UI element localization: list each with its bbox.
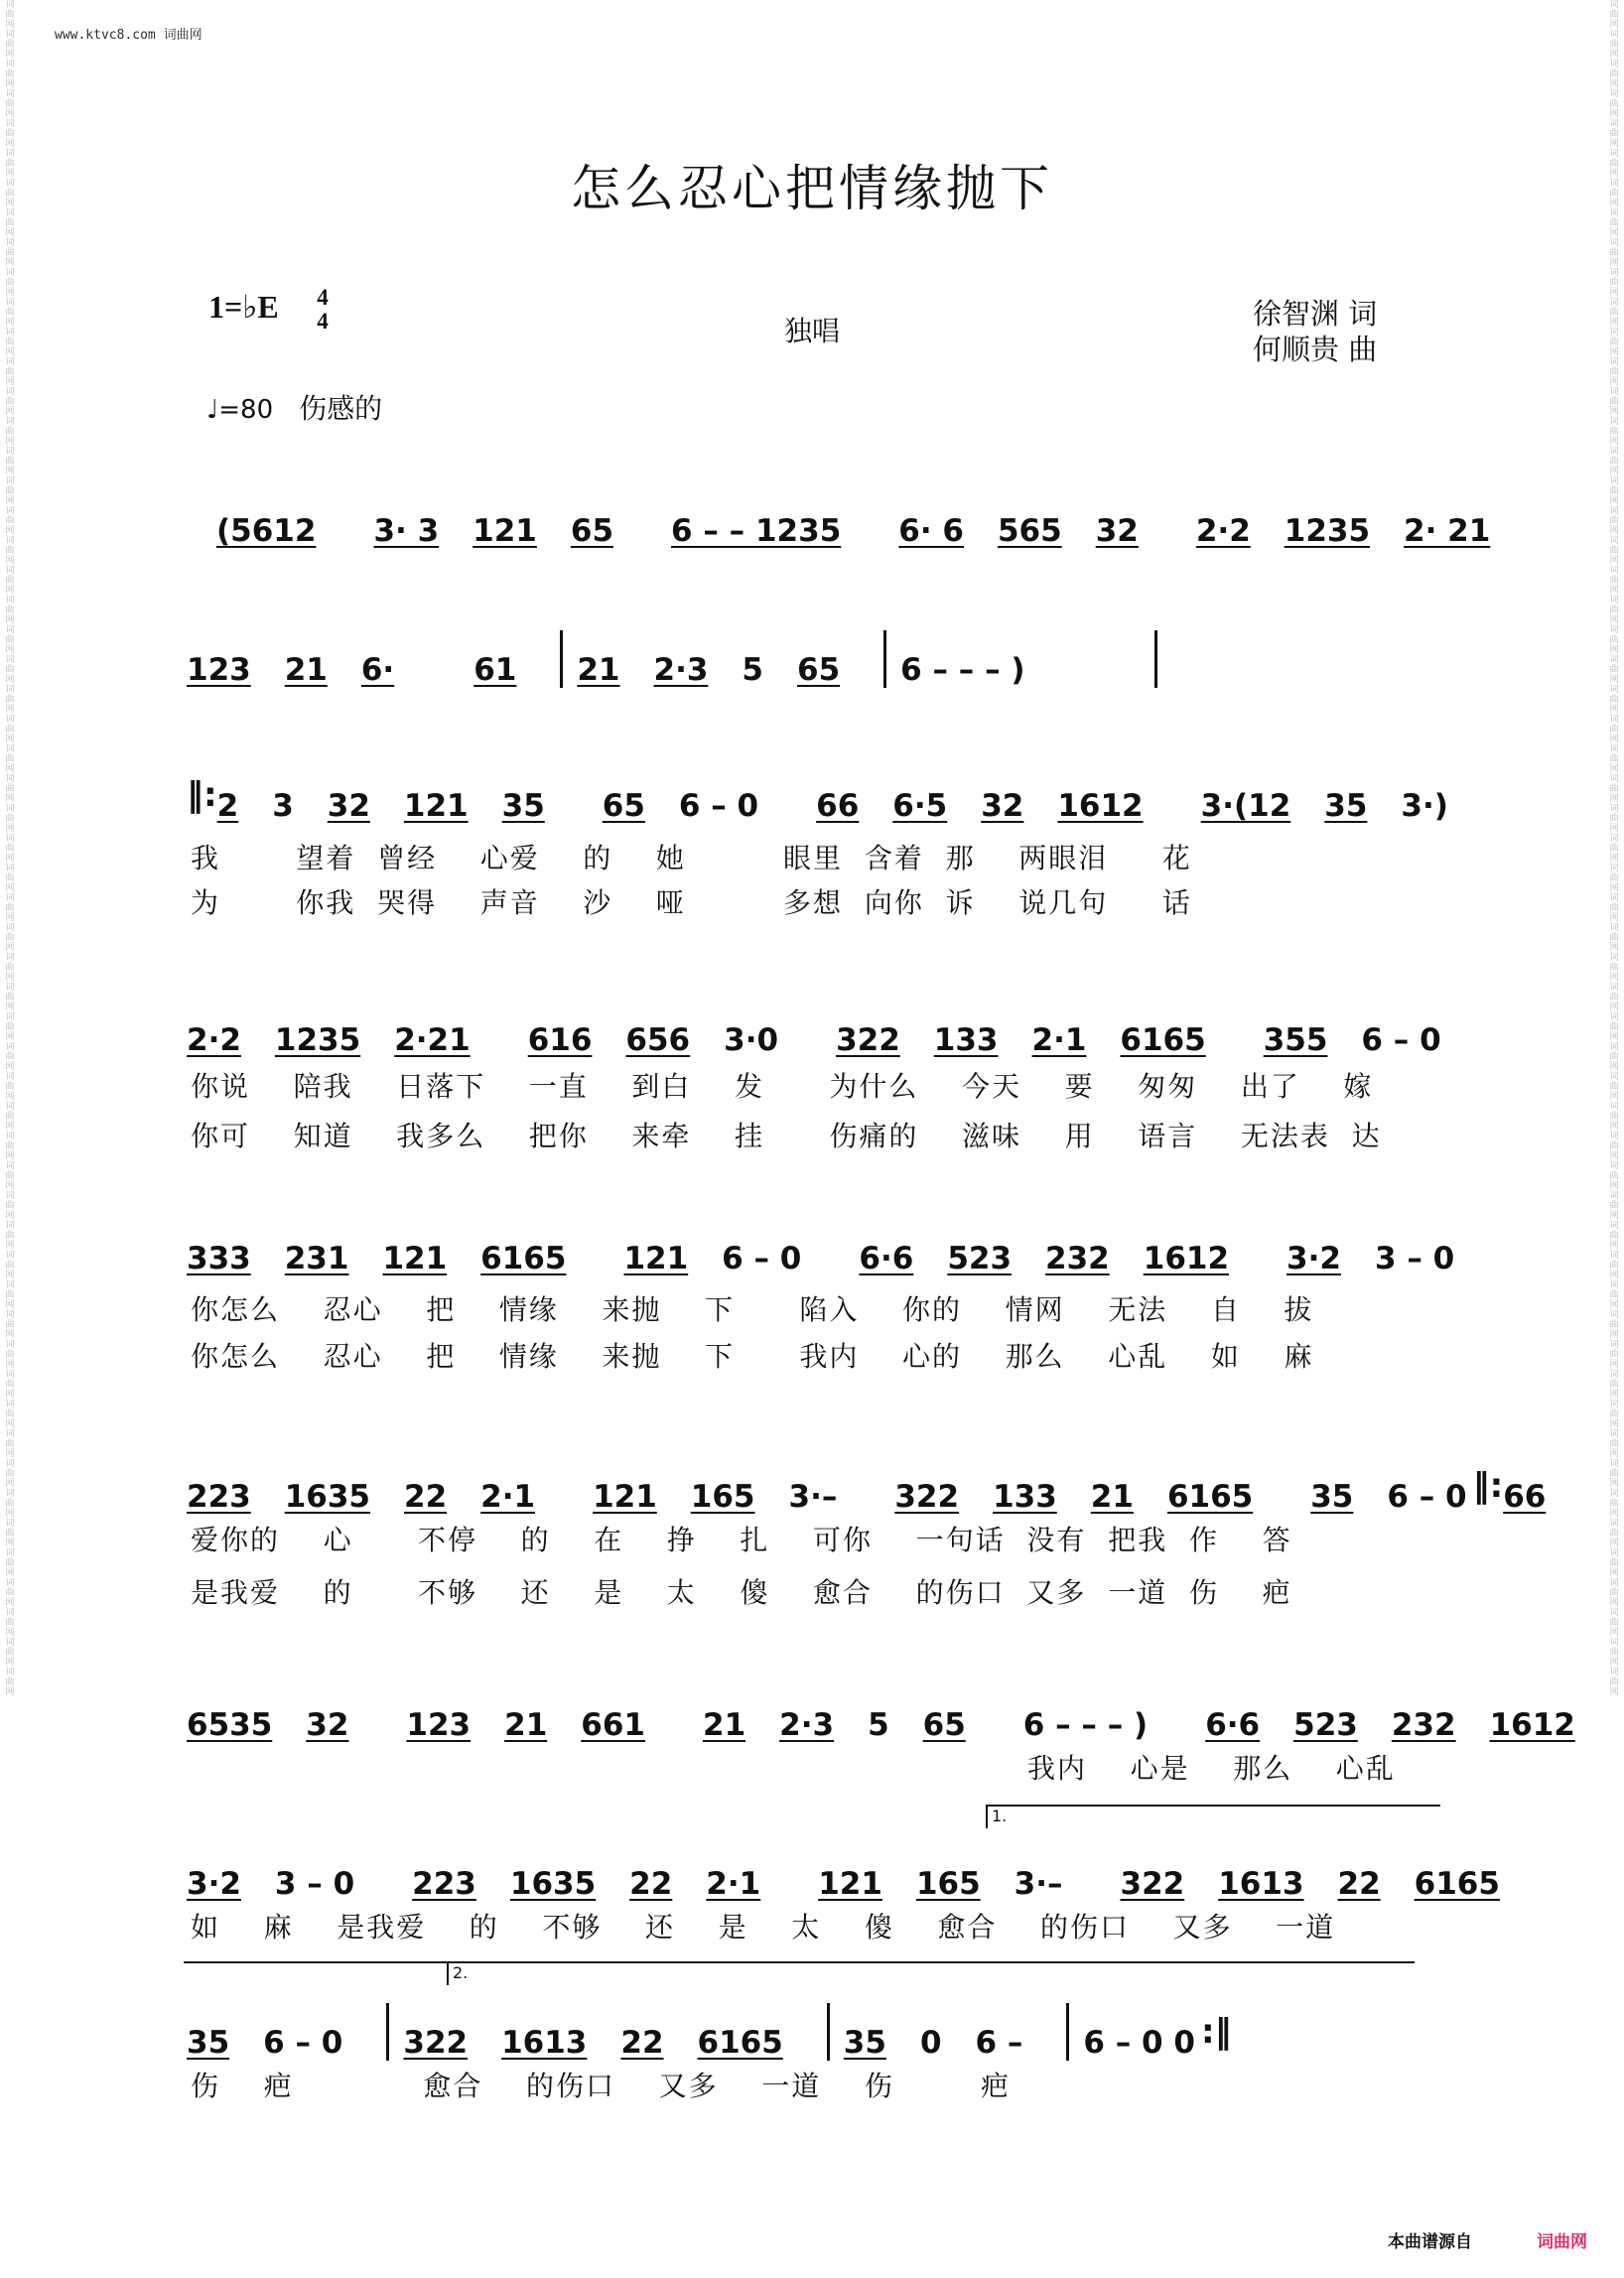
meter-bottom: 4 xyxy=(317,309,329,334)
lyric-line: 我内 心是 那么 心乱 xyxy=(1027,1752,1396,1785)
note-group: 2·1 xyxy=(706,1866,761,1902)
note-group: 5 xyxy=(868,1707,889,1743)
note-group: 1613 xyxy=(1218,1866,1304,1902)
score-line-4 xyxy=(187,1001,1439,1058)
note-group: 32 xyxy=(327,788,370,824)
tempo-mark xyxy=(206,387,382,427)
note-group: 6 – – – ) xyxy=(1022,1707,1149,1743)
note-group: 35 xyxy=(1310,1479,1354,1515)
note-group: 6·5 xyxy=(892,788,948,824)
note-group: 6·6 xyxy=(1205,1707,1261,1743)
note-group: 2·2 xyxy=(1195,513,1251,549)
side-watermark-right: 词曲网词曲网词曲网词曲网词曲网词曲网词曲网词曲网词曲网词曲网词曲网词曲网词曲网词曲网词曲网词曲网词曲网词曲网词曲网词曲网词曲网词曲网词曲网词曲网词曲网词曲网词曲网词曲网词曲网词曲网词曲网词曲网词曲网词曲网词曲网词曲网词曲网词曲网词曲网词曲网词曲网词曲网词曲网词曲网词曲网词曲网词曲网词曲网词曲网词曲网词曲网词曲网词曲网词曲网词曲网词曲网词曲网 xyxy=(1609,0,1619,1697)
note-group: 2·1 xyxy=(480,1479,536,1515)
footer-brand-link[interactable]: 词曲网 xyxy=(1537,2232,1587,2252)
note-group: 0 xyxy=(919,2025,942,2061)
note-group: 6165 xyxy=(1414,1866,1500,1902)
note-group: 21 xyxy=(284,652,328,688)
note-group: 6 – – – ) xyxy=(900,652,1025,688)
note-group: 3· 3 xyxy=(373,513,440,549)
note-group: 121 xyxy=(593,1479,657,1515)
note-group: 355 xyxy=(1263,1022,1328,1058)
volta-1: 1. xyxy=(986,1805,1440,1828)
note-group: 66 xyxy=(816,788,860,824)
note-group: 6 – 0 xyxy=(1387,1479,1467,1515)
note-group: 1612 xyxy=(1489,1707,1575,1743)
repeat-sign: ‖: xyxy=(1472,1466,1504,1506)
note-group: 35 xyxy=(187,2025,230,2061)
note-group: 322 xyxy=(836,1022,900,1058)
note-group: 133 xyxy=(993,1479,1057,1515)
note-group: 1613 xyxy=(501,2025,588,2061)
lyric-line: 你怎么 忍心 把 情缘 来抛 下 我内 心的 那么 心乱 如 麻 xyxy=(191,1340,1314,1373)
note-group: 32 xyxy=(306,1707,349,1743)
note-group: 232 xyxy=(1391,1707,1456,1743)
lyric-line: 是我爱 的 不够 还 是 太 傻 愈合 的伤口 又多 一道 伤 疤 xyxy=(191,1576,1292,1609)
barline xyxy=(883,630,886,688)
score-line-8 xyxy=(187,1844,1500,1902)
side-watermark-left: 词曲网词曲网词曲网词曲网词曲网词曲网词曲网词曲网词曲网词曲网词曲网词曲网词曲网词曲网词曲网词曲网词曲网词曲网词曲网词曲网词曲网词曲网词曲网词曲网词曲网词曲网词曲网词曲网词曲网词曲网词曲网词曲网词曲网词曲网词曲网词曲网词曲网词曲网词曲网词曲网词曲网词曲网词曲网词曲网词曲网词曲网词曲网词曲网词曲网词曲网词曲网词曲网词曲网词曲网词曲网词曲网词曲网 xyxy=(5,0,15,1697)
note-group: 61 xyxy=(474,652,517,688)
note-group: 523 xyxy=(1293,1707,1358,1743)
note-group: 2·2 xyxy=(187,1022,241,1058)
note-group: 6535 xyxy=(187,1707,273,1743)
lyric-line: 为 你我 哭得 声音 沙 哑 多想 向你 诉 说几句 话 xyxy=(191,886,1192,919)
note-group: 1635 xyxy=(509,1866,597,1902)
lyric-line: 爱你的 心 不停 的 在 挣 扎 可你 一句话 没有 把我 作 答 xyxy=(191,1524,1292,1556)
note-group: 3·0 xyxy=(724,1022,779,1058)
note-group: 322 xyxy=(894,1479,960,1515)
note-group: 121 xyxy=(818,1866,882,1902)
note-group: 21 xyxy=(577,652,620,688)
footer-source: 本曲谱源自 xyxy=(1388,2232,1472,2252)
barline xyxy=(1066,2003,1069,2061)
note-group: 121 xyxy=(623,1241,689,1276)
note-group: 121 xyxy=(382,1241,448,1276)
note-group: 32 xyxy=(1095,513,1139,549)
note-group: 165 xyxy=(915,1866,981,1902)
note-group: 123 xyxy=(406,1707,472,1743)
note-group: 66 xyxy=(1503,1479,1547,1515)
note-group: 3·2 xyxy=(1286,1241,1341,1276)
note-group: 6·6 xyxy=(859,1241,914,1276)
note-group: 5 xyxy=(742,652,763,688)
note-group: 2·1 xyxy=(1031,1022,1087,1058)
note-group: 3 – 0 xyxy=(274,1866,355,1902)
tempo-value: ♩=80 xyxy=(206,395,274,425)
composer: 何顺贵 曲 xyxy=(1253,333,1378,366)
note-group: 2 xyxy=(216,788,239,824)
note-group: 65 xyxy=(797,652,841,688)
note-group: 6 – 0 xyxy=(722,1241,802,1276)
lyric-line: 伤 疤 愈合 的伤口 又多 一道 伤 疤 xyxy=(191,2070,1012,2102)
note-group: 565 xyxy=(997,513,1062,549)
score-line-6 xyxy=(187,1457,1547,1515)
note-group: 1235 xyxy=(274,1022,361,1058)
note-group: 1635 xyxy=(284,1479,370,1515)
note-group: 3·2 xyxy=(187,1866,241,1902)
lyricist: 徐智渊 词 xyxy=(1253,297,1378,331)
barline xyxy=(1154,630,1157,688)
expression: 伤感的 xyxy=(299,392,383,425)
note-group: 232 xyxy=(1045,1241,1110,1276)
note-group: 6 – 0 xyxy=(1361,1022,1441,1058)
note-group: 6 – 0 0 xyxy=(1083,2025,1195,2061)
note-group: 22 xyxy=(404,1479,448,1515)
note-group: 3·– xyxy=(788,1479,838,1515)
note-group: 3·(12 xyxy=(1200,788,1291,824)
score-line-3 xyxy=(187,766,1448,824)
lyric-line: 你怎么 忍心 把 情缘 来抛 下 陷入 你的 情网 无法 自 拔 xyxy=(191,1293,1314,1326)
note-group: 65 xyxy=(922,1707,966,1743)
lyric-line: 你说 陪我 日落下 一直 到白 发 为什么 今天 要 匆匆 出了 嫁 xyxy=(191,1070,1374,1103)
lyric-line: 如 麻 是我爱 的 不够 还 是 太 傻 愈合 的伤口 又多 一道 xyxy=(191,1911,1336,1943)
barline xyxy=(827,2003,830,2061)
repeat-sign: :‖ xyxy=(1200,2012,1232,2052)
note-group: 22 xyxy=(629,1866,673,1902)
key-signature: 1=♭E xyxy=(208,289,279,325)
note-group: 21 xyxy=(504,1707,548,1743)
note-group: 65 xyxy=(602,788,645,824)
note-group: 35 xyxy=(501,788,545,824)
meter-top: 4 xyxy=(317,285,329,310)
note-group: (5612 xyxy=(216,513,317,549)
note-group: 6 – 0 xyxy=(263,2025,343,2061)
barline xyxy=(386,2003,389,2061)
note-group: 2· 21 xyxy=(1404,513,1491,549)
note-group: 661 xyxy=(581,1707,645,1743)
note-group: 65 xyxy=(570,513,614,549)
note-group: 2·3 xyxy=(779,1707,835,1743)
note-group: 223 xyxy=(412,1866,476,1902)
note-group: 223 xyxy=(187,1479,251,1515)
score-line-2 xyxy=(187,630,1439,688)
note-group: 133 xyxy=(933,1022,999,1058)
note-group: 35 xyxy=(843,2025,886,2061)
note-group: 3·– xyxy=(1014,1866,1063,1902)
score-line-9 xyxy=(187,2003,1439,2061)
note-group: 6 – 0 xyxy=(678,788,759,824)
note-group: 1612 xyxy=(1057,788,1144,824)
note-group: 656 xyxy=(625,1022,691,1058)
note-group: 165 xyxy=(690,1479,755,1515)
note-group: 1235 xyxy=(1284,513,1371,549)
page-title: 怎么忍心把情缘抛下 xyxy=(571,160,1053,217)
note-group: 32 xyxy=(981,788,1024,824)
note-group: 6 – xyxy=(975,2025,1023,2061)
note-group: 616 xyxy=(527,1022,593,1058)
repeat-sign: ‖: xyxy=(187,775,217,815)
performance-mode: 独唱 xyxy=(784,315,841,347)
note-group: 3 – 0 xyxy=(1374,1241,1455,1276)
credits xyxy=(1253,296,1377,367)
note-group: 231 xyxy=(284,1241,349,1276)
note-group: 123 xyxy=(187,652,251,688)
note-group: 6165 xyxy=(1166,1479,1254,1515)
note-group: 6165 xyxy=(697,2025,783,2061)
note-group: 121 xyxy=(403,788,469,824)
note-group: 322 xyxy=(403,2025,469,2061)
note-group: 21 xyxy=(1090,1479,1134,1515)
note-group: 22 xyxy=(620,2025,664,2061)
barline xyxy=(560,630,563,688)
note-group: 6· xyxy=(360,652,395,688)
note-group: 3 xyxy=(272,788,294,824)
note-group: 6165 xyxy=(480,1241,567,1276)
note-group: 2·21 xyxy=(394,1022,471,1058)
time-signature xyxy=(310,286,336,334)
site-url: www.ktvc8.com 词曲网 xyxy=(55,28,203,43)
note-group: 333 xyxy=(187,1241,251,1276)
note-group: 35 xyxy=(1324,788,1368,824)
note-group: 1612 xyxy=(1143,1241,1230,1276)
note-group: 22 xyxy=(1337,1866,1381,1902)
volta-2: 2. xyxy=(447,1963,1416,1985)
score-line-1 xyxy=(187,491,1491,549)
lyric-line: 你可 知道 我多么 把你 来牵 挂 伤痛的 滋味 用 语言 无法表 达 xyxy=(191,1120,1382,1152)
note-group: 6· 6 xyxy=(898,513,964,549)
note-group: 6165 xyxy=(1120,1022,1206,1058)
note-group: 2·3 xyxy=(653,652,709,688)
note-group: 523 xyxy=(947,1241,1013,1276)
note-group: 3·) xyxy=(1401,788,1448,824)
lyric-line: 我 望着 曾经 心爱 的 她 眼里 含着 那 两眼泪 花 xyxy=(191,842,1192,874)
note-group: 121 xyxy=(473,513,537,549)
note-group: 6 – – 1235 xyxy=(671,513,842,549)
note-group: 21 xyxy=(703,1707,746,1743)
score-line-5 xyxy=(187,1219,1455,1276)
score-line-7 xyxy=(187,1685,1575,1743)
note-group: 322 xyxy=(1120,1866,1185,1902)
